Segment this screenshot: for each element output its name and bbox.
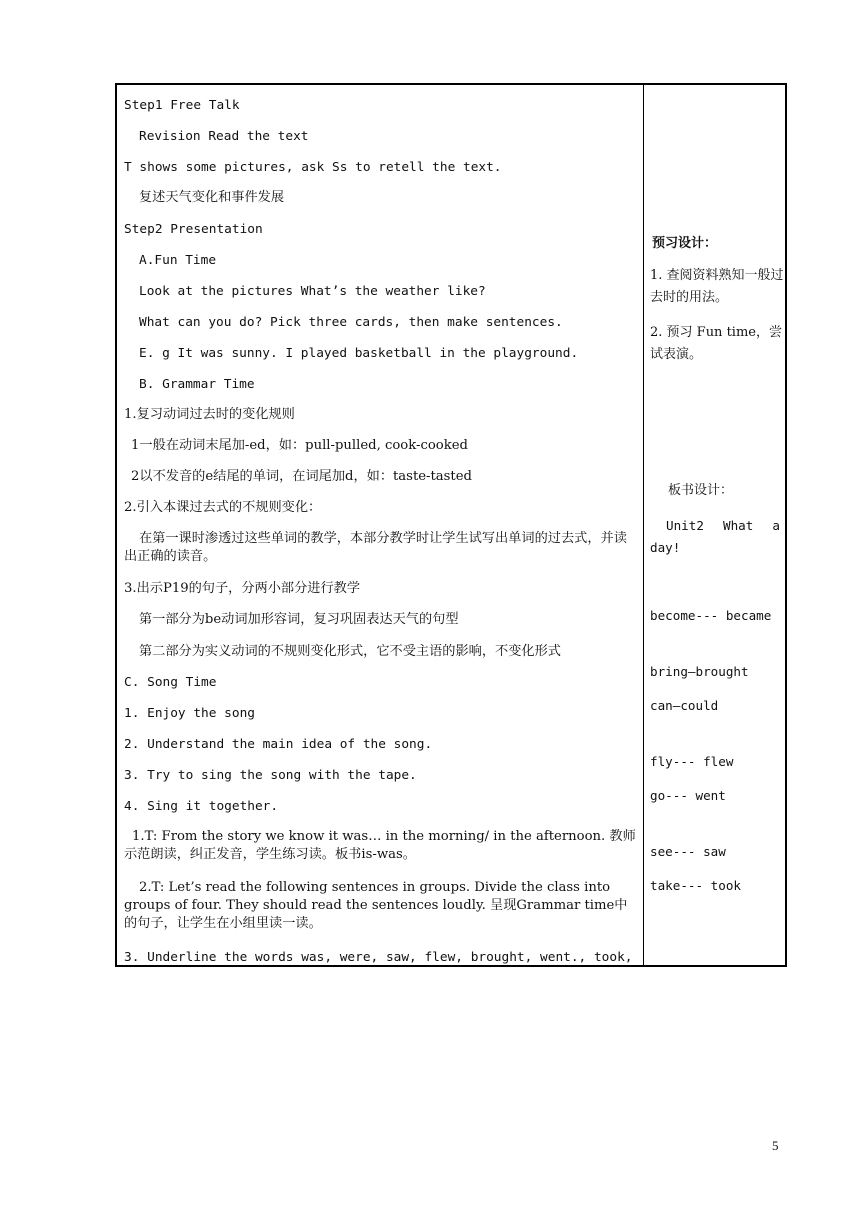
board-unit-title: Unit2 What a day!: [650, 518, 780, 555]
grammar-rule-1-2: 2以不发音的e结尾的单词，在词尾加d，如：taste-tasted: [131, 469, 472, 484]
song-time-heading: C. Song Time: [124, 675, 217, 690]
verb-pair: see--- saw: [650, 844, 726, 859]
grammar-time-heading: B. Grammar Time: [139, 377, 255, 392]
revision-line: Revision Read the text: [139, 129, 309, 144]
grammar-rule-2: 2.引入本课过去式的不规则变化：: [124, 500, 322, 515]
look-pictures-line: Look at the pictures What’s the weather like?: [139, 284, 486, 299]
song-step-3: 3. Try to sing the song with the tape.: [124, 768, 417, 783]
grammar-rule-2-text: 在第一课时渗透过这些单词的教学，本部分教学时让学生试写出单词的过去式，并读出正确的读音。: [124, 531, 627, 564]
verb-pair: take--- took: [650, 878, 741, 893]
grammar-rule-3: 3.出示P19的句子，分两小部分进行教学: [124, 581, 361, 596]
teacher-step-2: 2.T: Let’s read the following sentences in groups. Divide the class into groups of four. They should read the sentences loudly. 呈现Grammar time中的句子，让学生在小组里读一读。: [124, 880, 628, 931]
step2-title: Step2 Presentation: [124, 222, 263, 237]
verb-pair: can—could: [650, 698, 719, 713]
page-number: 5: [772, 1138, 779, 1153]
teacher-step-1: 1.T: From the story we know it was… in the morning/ in the afternoon. 教师示范朗读，纠正发音，学生练习读。板书is-was。: [124, 829, 636, 862]
teacher-shows-line: T shows some pictures, ask Ss to retell the text.: [124, 160, 502, 175]
grammar-rule-1: 1.复习动词过去时的变化规则: [124, 407, 295, 422]
grammar-rule-1-1: 1一般在动词末尾加-ed，如：pull-pulled, cook-cooked: [131, 438, 468, 453]
preview-item-1: 1. 查阅资料熟知一般过去时的用法。: [650, 268, 784, 305]
verb-pair: go--- went: [650, 788, 726, 803]
song-step-2: 2. Understand the main idea of the song.: [124, 737, 433, 752]
verb-pair: become--- became: [650, 608, 772, 623]
grammar-rule-3-1: 第一部分为be动词加形容词，复习巩固表达天气的句型: [139, 612, 459, 627]
lesson-plan-table: [115, 83, 787, 967]
verb-pair: fly--- flew: [650, 754, 734, 769]
what-can-line: What can you do? Pick three cards, then make sentences.: [139, 315, 563, 330]
column-divider: [643, 85, 644, 965]
grammar-rule-3-2: 第二部分为实义动词的不规则变化形式，它不受主语的影响，不变化形式: [139, 644, 561, 659]
step1-title: Step1 Free Talk: [124, 98, 240, 113]
retell-cn-line: 复述天气变化和事件发展: [139, 190, 285, 205]
board-title: 板书设计：: [668, 483, 734, 498]
song-step-1: 1. Enjoy the song: [124, 706, 255, 721]
song-step-4: 4. Sing it together.: [124, 799, 279, 814]
preview-item-2: 2. 预习 Fun time，尝试表演。: [650, 325, 782, 362]
fun-time-heading: A.Fun Time: [139, 253, 217, 268]
verb-pair: bring—brought: [650, 664, 749, 679]
preview-title: 预习设计：: [652, 236, 718, 251]
teacher-step-3: 3. Underline the words was, were, saw, flew, brought, went., took,: [124, 950, 633, 965]
example-line: E. g It was sunny. I played basketball in the playground.: [139, 346, 579, 361]
